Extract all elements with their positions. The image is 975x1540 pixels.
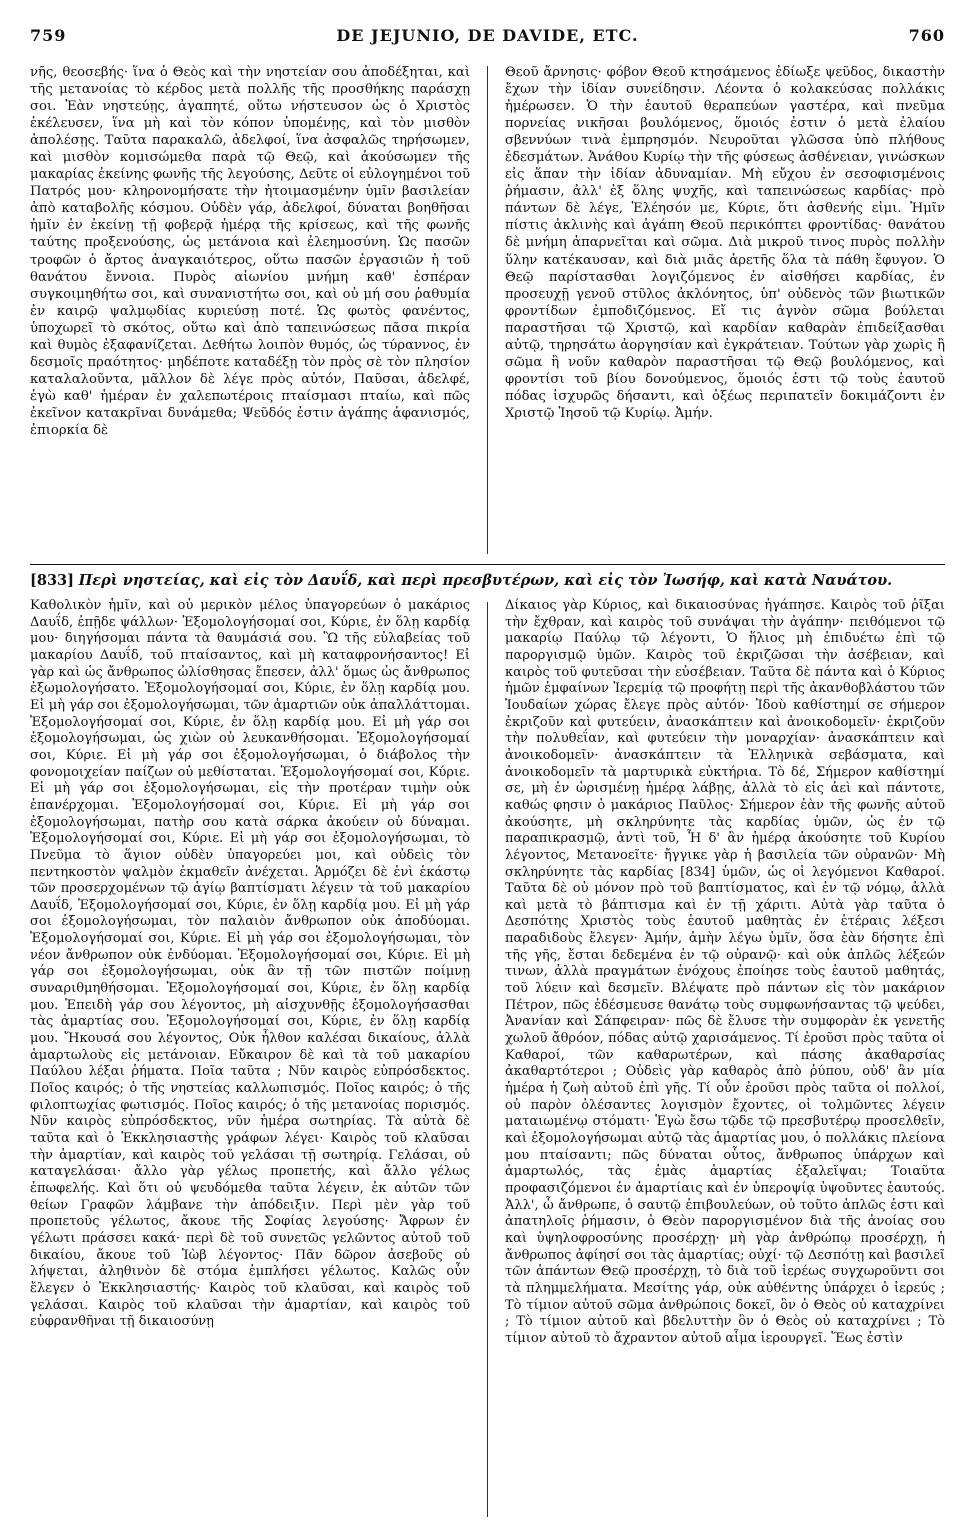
section-heading xyxy=(30,572,945,589)
section-divider xyxy=(30,564,945,565)
column-rule-bottom xyxy=(487,602,488,1517)
bottom-left-column xyxy=(30,598,470,1331)
top-left-text: νῆς, θεοσεβής· ἵνα ὁ Θεὸς καὶ τὴν νηστείαν σου ἀποδέξηται, καὶ τῆς μετανοίας τὸ κέρδος μετὰ πολλῆς τῆς προσθήκης παράσχῃ σοι. Ἐὰν νηστεύῃς, ἀγαπητέ, οὕτω νήστευσον ὡς ὁ Χριστὸς ἐκέλευσεν, ἵνα μὴ καὶ τὸν κόπον ὑπομένῃς, καὶ τὸν μισθὸν ἀπολέσῃς. Ταῦτα παρακαλῶ, ἀδελφοί, ἵνα ἀσφαλῶς τηρήσωμεν, καὶ μισθὸν κομισώμεθα παρὰ τῷ Θεῷ, καὶ ἀκούσωμεν τῆς μακαρίας ἐκείνης φωνῆς τῆς λεγούσης, Δεῦτε οἱ εὐλογημένοι τοῦ Πατρός μου· κληρονομήσατε τὴν ἡτοιμασμένην ὑμῖν βασιλείαν ἀπὸ καταβολῆς κόσμου. Οὐδὲν γάρ, ἀδελφοί, δύναται βοηθῆσαι ἡμῖν ἐν ἐκείνῃ τῇ φοβερᾷ ἡμέρᾳ τῆς κρίσεως, καὶ τῆς φωνῆς ταύτης προξενούσης, ὡς μετάνοια καὶ ἐλεημοσύνη. Ὡς πασῶν τροφῶν ὁ ἄρτος ἀναγκαιότερος, οὕτω πασῶν ἐργασιῶν ἡ τοῦ θανάτου ἔννοια. Πυρὸς αἰωνίου μνήμη καθ' ἑσπέραν συγκοιμηθήτω σοι, καὶ συνανιστήτω σοι, καὶ οὐ μή σου ῥαθυμία ἐν καιρῷ ψαλμῳδίας κυριεύσῃ ποτέ. Ὡς φωτὸς φανέντος, ὑποχωρεῖ τὸ σκότος, οὕτω καὶ ἀπὸ ταπεινώσεως πᾶσα πικρία καὶ θυμὸς ἐξαφανίζεται. Δεθήτω λοιπὸν θυμός, ὡς τύραννος, ἐν δεσμοῖς πραότητος· μηδέποτε καταδέξῃ τὸν πρὸς σὲ τὸν πλησίον καταλαλοῦντα, μᾶλλον δὲ λέγε πρὸς αὐτόν, Παῦσαι, ἀδελφέ, ἐγὼ καθ' ἡμέραν ἐν χαλεπωτέροις πταίσμασι πταίω, καὶ πῶς ἐκεῖνον κατακρῖναι δυνάμεθα; Ψεῦδός ἐστιν ἀγάπης ἀφανισμός, ἐπιορκία δὲ xyxy=(30,65,470,438)
bottom-left-text: Καθολικὸν ἡμῖν, καὶ οὐ μερικὸν μέλος ὑπαγορεύων ὁ μακάριος Δαυΐδ, ἐπῇδε ψάλλων· Ἐξομολογήσομαί σοι, Κύριε, ἐν ὅλῃ καρδίᾳ μου· διηγήσομαι πάντα τὰ θαυμάσιά σου. Ὢ τῆς εὐλαβείας τοῦ μακαρίου Δαυΐδ, τοῦ πταίσαντος, καὶ μὴ καταφρονήσαντος! Εἰ γὰρ καὶ ὡς ἄνθρωπος ὠλίσθησας ἔπεσεν, ἀλλ' ὅμως ὡς ἄνθρωπος ἐξωμολογήσατο. Ἐξομολογήσομαί σοι, Κύριε, ἐν ὅλῃ καρδίᾳ μου. Εἰ μὴ γάρ σοι ἐξομολογήσωμαι, τῶν ἁμαρτιῶν οὐκ ἀπαλλάττομαι. Ἐξομολογήσομαί σοι, Κύριε, ἐν ὅλῃ καρδίᾳ μου. Εἰ μὴ γάρ σοι ἐξομολογήσωμαι, ὡς χιὼν οὐ λευκανθήσομαι. Ἐξομολογήσομαί σοι, Κύριε. Εἰ μὴ γάρ σοι ἐξομολογήσωμαι, ὁ διάβολος τὴν φονομοιχείαν παίζων οὐ μεθίσταται. Ἐξομολογήσομαί σοι, Κύριε. Εἰ μὴ γάρ σοι ἐξομολογήσωμαι, εἰς τὴν προτέραν τιμὴν οὐκ ἐπανέρχομαι. Ἐξομολογήσομαί σοι, Κύριε. Εἰ μὴ γάρ σοι ἐξομολογήσωμαι, πατὴρ σου κατὰ σάρκα ἀκούειν οὐ δύναμαι. Ἐξομολογήσομαί σοι, Κύριε. Εἰ μὴ γάρ σοι ἐξομολογήσωμαι, τὸ Πνεῦμα τὸ ἅγιον οὐδὲν ὑπαγορεύει μοι, καὶ οὐδεὶς τὸν πεντηκοστὸν ψαλμὸν ἐκμαθεῖν ἀνέχεται. Ἁρμόζει δὲ ἑνὶ ἑκάστῳ τῶν προσερχομένων τῷ ἁγίῳ βαπτίσματι λέγειν τὰ τοῦ μακαρίου Δαυΐδ, Ἐξομολογήσομαί σοι, Κύριε, ἐν ὅλῃ καρδίᾳ μου. Εἰ μὴ γάρ σοι ἐξομολογήσωμαι, τὸν παλαιὸν ἄνθρωπον οὐκ ἀποδύομαι. Ἐξομολογήσομαί σοι, Κύριε. Εἰ μὴ γάρ σοι ἐξομολογήσωμαι, τὸν νέον ἄνθρωπον οὐκ ἐνδύομαι. Ἐξομολογήσομαί σοι, Κύριε. Εἰ μὴ γάρ σοι ἐξομολογήσωμαι, οὐκ ἂν τῇ τῶν πιστῶν ποίμνῃ συναριθμηθήσομαι. Ἐξομολογήσομαί σοι, Κύριε, ἐν ὅλῃ καρδίᾳ μου. Ἐπειδὴ γάρ σου λέγοντος, μὴ αἰσχυνθῇς ἐξομολογήσασθαι τὰς ἁμαρτίας σου. Ἐξομολογήσομαί σοι, Κύριε, ἐν ὅλῃ καρδίᾳ μου. Ἤκουσά σου λέγοντος, Οὐκ ἦλθον καλέσαι δικαίους, ἀλλὰ ἁμαρτωλοὺς εἰς μετάνοιαν. Εὔκαιρον δὲ καὶ τὰ τοῦ μακαρίου Παύλου λέξαι ῥήματα. Ποῖα ταῦτα ; Νῦν καιρὸς εὐπρόσδεκτος. Ποῖος καιρός; ὁ τῆς νηστείας καλλωπισμός. Ποῖος καιρός; ὁ τῆς φιλοπτωχίας φωτισμός. Ποῖος καιρός; ὁ τῆς μετανοίας πορισμός. Νῦν καιρὸς εὐπρόσδεκτος, νῦν ἡμέρα σωτηρίας. Τὰ αὐτὰ δὲ ταῦτα καὶ ὁ Ἐκκλησιαστὴς γράφων λέγει· Καιρὸς τοῦ κλαῦσαι τὴν ἁμαρτίαν, καὶ καιρὸς τοῦ γελάσαι τῇ σωτηρίᾳ. Γελάσαι, οὐ καταγελάσαι· ἄλλο γὰρ γέλως προπετής, καὶ ἄλλο γέλως ἐπωφελής. Καὶ ὅτι οὐ ψευδόμεθα ταῦτα λέγειν, ἐκ αὐτῶν τῶν θείων Γραφῶν λάμβανε τὴν ἀπόδειξιν. Περὶ μὲν γὰρ τοῦ προπετοῦς γέλωτος, ἄκουε τῆς Σοφίας λεγούσης· Ἄφρων ἐν γέλωτι πράσσει κακά· περὶ δὲ τοῦ συνετῶς γελῶντος αὐτοῦ τοῦ δικαίου, ἄκουε τοῦ Ἰὼβ λέγοντος· Πᾶν δῶρον ἀσεβοῦς οὐ λήψεται, ἀληθινὸν δὲ στόμα ἐμπλήσει γέλωτος. Καλῶς οὖν ἔλεγεν ὁ Ἐκκλησιαστής· Καιρὸς τοῦ κλαῦσαι, καὶ καιρὸς τοῦ γελάσαι. Καιρὸς τοῦ κλαῦσαι τὴν ἁμαρτίαν, καὶ καιρὸς τοῦ εὐφρανθῆναι τῇ δικαιοσύνῃ xyxy=(30,598,470,1330)
page-number-right: 760 xyxy=(908,26,945,45)
top-right-column xyxy=(505,64,945,422)
column-rule-top xyxy=(487,66,488,554)
section-number: [833] xyxy=(30,572,74,589)
section-title: Περὶ νηστείας, καὶ εἰς τὸν Δαυΐδ, καὶ περὶ πρεσβυτέρων, καὶ εἰς τὸν Ἰωσήφ, καὶ κατὰ Ναυάτου. xyxy=(78,572,893,589)
top-right-text: Θεοῦ ἄρνησις· φόβον Θεοῦ κτησάμενος ἐδίωξε ψεῦδος, δικαστὴν ἔχων τὴν ἰδίαν συνείδησιν. Λέοντα ὁ κολακεύσας πολλάκις ἡμέρωσεν. Ὁ τὴν ἑαυτοῦ θεραπεύων γαστέρα, καὶ πνεῦμα πορνείας νικῆσαι βουλόμενος, ὅμοιός ἐστιν ὁ μετὰ ἐλαίου σβεννύων τινὰ ἐμπρησμόν. Νευροῦται γλῶσσα ὑπὸ πλήθους ἐδεσμάτων. Ἀνάθου Κυρίῳ τὴν τῆς φύσεως ἀσθένειαν, γινώσκων εἰς ἅπαν τὴν ἰδίαν ἀδυναμίαν. Μὴ εὔχου ἐν σεσοφισμένοις ῥήμασιν, ἀλλ' ἐξ ὅλης ψυχῆς, καὶ ταπεινώσεως καρδίας· πρὸ πάντων δὲ λέγε, Ἐλέησόν με, Κύριε, ὅτι ἀσθενής εἰμι. Ἡμῖν πίστις ἀκλινὴς καὶ ἀγάπη Θεοῦ περικόπτει φροντίδας· θανάτου δὲ μνήμη ἀπαρνεῖται καὶ σῶμα. Διὰ μικροῦ τινος πυρὸς πολλὴν ὕλην κατέκαυσαν, καὶ διὰ μιᾶς ἀρετῆς ὅλα τὰ πάθη ἔφυγον. Ὁ Θεῷ παρίστασθαι λογιζόμενος ἐν αἰσθήσει καρδίας, ἐν προσευχῇ γενοῦ στῦλος ἀκλόνητος, ὑπ' οὐδενὸς τῶν βιωτικῶν φροντίδων ἐμποδιζόμενος. Εἴ τις ἁγνὸν σῶμα βούλεται παραστῆσαι τῷ Χριστῷ, καὶ καρδίαν καθαρὰν ἐπιδείξασθαι αὐτῷ, τηρησάτω ἀοργησίαν καὶ ἐγκράτειαν. Τούτων γὰρ χωρὶς ἢ σῶμα ἢ νοῦν καθαρὸν παραστῆσαι τῷ Θεῷ βουλόμενος, καὶ φροντίσι τοῦ βίου δονούμενος, ὅμοιός ἐστι τῷ τοὺς ἑαυτοῦ πόδας ἰσχυρῶς δήσαντι, καὶ ὀξέως περιπατεῖν δοκιμάζοντι ἐν Χριστῷ Ἰησοῦ τῷ Κυρίῳ. Ἀμήν. xyxy=(505,65,945,421)
document-page xyxy=(30,26,945,1526)
running-title: DE JEJUNIO, DE DAVIDE, ETC. xyxy=(336,26,639,45)
running-head xyxy=(30,26,945,50)
bottom-right-column xyxy=(505,598,945,1348)
page-number-left: 759 xyxy=(30,26,67,45)
bottom-right-text: Δίκαιος γὰρ Κύριος, καὶ δικαιοσύνας ἠγάπησε. Καιρὸς τοῦ ῥῖξαι τὴν ἔχθραν, καὶ καιρὸς τοῦ συνάψαι τὴν ἀγάπην· πειθόμενοι τῷ μακαρίῳ Παύλῳ τῷ λέγοντι, Ὁ ἥλιος μὴ ἐπιδυέτω ἐπὶ τῷ παροργισμῷ ὑμῶν. Καιρὸς τοῦ ἐκριζῶσαι τὴν ἀσέβειαν, καὶ καιρὸς τοῦ φυτεῦσαι τὴν εὐσέβειαν. Ταῦτα δὲ πάντα καὶ ὁ Κύριος ἡμῶν ἐμφαίνων Ἱερεμίᾳ τῷ προφήτῃ περὶ τῆς ἀκανθοβλάστου τῶν Ἰουδαίων χώρας ἔλεγε πρὸς αὐτόν· Ἰδοὺ καθίστημί σε σήμερον ἐκριζοῦν καὶ φυτεύειν, ἀνασκάπτειν καὶ ἀνοικοδομεῖν· ἐκριζοῦν τὴν πολυθεΐαν, καὶ φυτεύειν τὴν μοναρχίαν· ἀνασκάπτειν καὶ ἀνοικοδομεῖν· ἀνασκάπτειν τὰ Ἑλληνικὰ σεβάσματα, καὶ ἀνοικοδομεῖν τὰ μαρτυρικὰ εὐκτήρια. Τὸ δέ, Σήμερον καθίστημί σε, μὴ ἐν ὡρισμένῃ ἡμέρᾳ λάβῃς, ἀλλὰ τὸ εἰς ἀεὶ καὶ πάντοτε, καθώς φησιν ὁ μακάριος Παῦλος· Σήμερον ἐὰν τῆς φωνῆς αὐτοῦ ἀκούσητε, μὴ σκληρύνητε τὰς καρδίας ὑμῶν, ὡς ἐν τῷ παραπικρασμῷ, ἀντὶ τοῦ, Ἧ δ' ἂν ἡμέρᾳ ἀκούσητε τοῦ Κυρίου λέγοντος, Μετανοεῖτε· ἤγγικε γὰρ ἡ βασιλεία τῶν οὐρανῶν· Μὴ σκληρύνητε τὰς καρδίας [834] ὑμῶν, ὡς οἱ λεγόμενοι Καθαροί. Ταῦτα δὲ οὐ μόνον πρὸ τοῦ βαπτίσματος, καὶ ἐν τῷ νόμῳ, ἀλλὰ καὶ μετὰ τὸ βάπτισμα καὶ ἐν τῇ χάριτι. Αὐτὰ γὰρ ταῦτα ὁ Δεσπότης Χριστὸς τοὺς ἑαυτοῦ μαθητὰς ἐν ἑτέραις λέξεσι παραδιδοὺς ἔλεγεν· Ἀμήν, ἀμὴν λέγω ὑμῖν, ὅσα ἐὰν δήσητε ἐπὶ τῆς γῆς, ἔσται δεδεμένα ἐν τῷ οὐρανῷ· καὶ οὐκ ἁπλῶς λέξεών τινων, ἀλλὰ πραγμάτων ἐνόχους ἐποίησε τοὺς ἑαυτοῦ μαθητάς, τοῦ λύειν καὶ δεσμεῖν. Βλέψατε πρὸ πάντων εἰς τὸν μακάριον Πέτρον, πῶς ἐδέσμευσε θανάτῳ τοὺς συμφωνήσαντας τῷ ψεύδει, Ἀνανίαν καὶ Σάπφειραν· πῶς δὲ ἔλυσε τὴν συμφορὰν ἐκ γενετῆς χωλοῦ ἄθρόον, πόδας αὐτῷ χαρισάμενος. Τί ἐροῦσι πρὸς ταῦτα οἱ Καθαροί, τῶν καθαρωτέρων, καὶ πάσης ἀκαθαρσίας ἀκαθαρτότεροι ; Οὐδεὶς γὰρ καθαρὸς ἀπὸ ῥύπου, οὐδ' ἂν μία ἡμέρα ἡ ζωὴ αὐτοῦ ἐπὶ γῆς. Τί οὖν ἐροῦσι πρὸς ταῦτα οἱ πολλοί, οὐ παρὸν ὀλέσαντες λογισμὸν ἔχοντες, οἱ τολμῶντες λέγειν ματαιωμένῳ στόματι· Ἐγὼ ἔσω τῷδε τῷ πρεσβυτέρῳ προσελθεῖν, καὶ ἐξομολογήσωμαι αὐτῷ τὰς ἁμαρτίας μου, ὁ πολλάκις πλείονα μου πταίσαντι; πῶς δύναται οὗτος, ἄνθρωπος ὑπάρχων καὶ ἁμαρτωλός, τὰς ἐμὰς ἁμαρτίας ἐξαλεῖψαι; Τοιαῦτα προφασιζόμενοι ἐν ἁμαρτίαις καὶ ἐν ὑπεροψίᾳ ὑψοῦντες ἑαυτούς. Ἀλλ', ὦ ἄνθρωπε, ὁ σαυτῷ ἐπιβουλεύων, οὐ τοῦτο ἁπλῶς ἐστι καὶ ἀπατηλοῖς ῥήμασιν, ὁ Θεὸν παροργισμένον διὰ τῆς ἀνοίας σου καὶ ὑψηλοφροσύνης προσέρχῃ· μὴ γὰρ ἀνθρώπῳ προσέρχῃ, ἡ ἄνθρωπος ἀφίησί σοι τὰς ἁμαρτίας; οὐχί· τῷ Δεσπότῃ καὶ βασιλεῖ τῶν ἁπάντων Θεῷ προσέρχῃ, τὸ διὰ τοῦ ἱερέως συγχωροῦντι σοι τὰ πλημμελήματα. Μεσίτης γάρ, οὐκ αὐθέντης ὑπάρχει ὁ ἱερεύς ; Τὸ τίμιον αὐτοῦ σῶμα ἀνθρώποις δοκεῖ, ὃν ὁ Θεὸς οὐ καταχρίνει ; Τὸ τίμιον αὐτοῦ καὶ βδελυττὴν ὃν ὁ Θεὸς οὐ καταχρίνει ; Τὸ τίμιον αὐτοῦ τὸ ἄχραντον αὐτοῦ αἷμα ἱερουργεῖ. Ἕως ἐστὶν xyxy=(505,598,945,1346)
top-left-column xyxy=(30,64,470,439)
